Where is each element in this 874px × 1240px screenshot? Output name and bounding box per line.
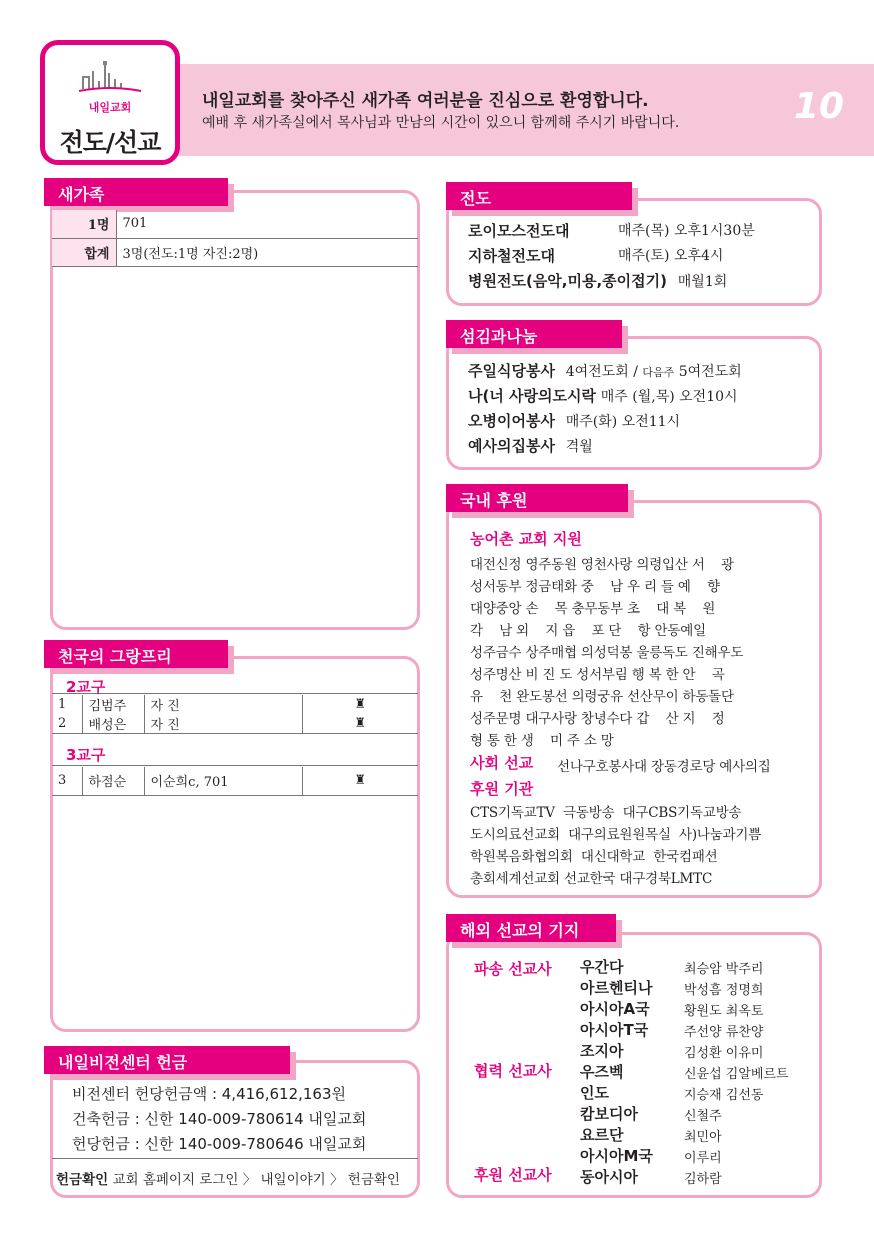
crown-icon: ♜ <box>302 767 418 795</box>
mission-country: 인도 <box>580 1084 609 1102</box>
row-by: 자 진 <box>144 695 302 714</box>
table-row <box>52 238 418 266</box>
item-name: 지하철전도대 <box>468 247 555 265</box>
mission-names: 박성흠 정명희 <box>684 983 764 998</box>
row-name: 배성은 <box>82 714 144 734</box>
table-row <box>52 210 418 238</box>
org-line: 학원복음화협의회 대신대학교 한국컴패션 <box>470 849 718 865</box>
row-value: 701 <box>116 210 418 238</box>
row-key: 합계 <box>52 238 116 266</box>
mission-country: 우간다 <box>580 958 624 976</box>
offering-tag: 내일비전센터 헌금 <box>44 1046 290 1074</box>
evangelism-item <box>468 245 555 266</box>
section-title: 전도/선교 <box>59 128 161 157</box>
new-family-table <box>52 210 418 267</box>
welcome-line-1: 내일교회를 찾아주신 새가족 여러분을 진심으로 환영합니다. <box>202 91 649 111</box>
rural-line: 유 천 완도봉선 의령궁유 선산무이 하동돌단 <box>470 689 734 705</box>
item-name: 병원전도(음악,미용,종이접기) <box>468 272 667 290</box>
evangelism-item <box>468 220 569 241</box>
church-logo-icon <box>75 59 145 97</box>
offering-line: 헌당헌금 : 신한 140-009-780646 내일교회 <box>72 1135 367 1153</box>
offering-line: 건축헌금 : 신한 140-009-780614 내일교회 <box>72 1110 367 1128</box>
partner-role: 협력 선교사 <box>474 1062 552 1080</box>
mission-names: 신윤섭 김알베르트 <box>684 1067 789 1082</box>
crown-icon: ♜ <box>302 714 418 734</box>
new-family-tag: 새가족 <box>44 178 228 206</box>
social-title: 사회 선교 <box>470 754 534 772</box>
rural-line: 대양중앙 손 목 충무동부 초 대 복 원 <box>470 601 716 617</box>
service-item <box>468 385 738 406</box>
row-key: 1명 <box>52 210 116 238</box>
rural-line: 성서동부 정금태화 중 남 우 리 들 예 향 <box>470 579 720 595</box>
row-no: 2 <box>52 714 82 734</box>
item-name: 로이모스전도대 <box>468 222 570 240</box>
offering-footer-text: 교회 홈페이지 로그인 〉 내일이야기 〉 헌금확인 <box>112 1172 400 1188</box>
table-row <box>52 714 418 734</box>
social-text: 선나구호봉사대 장동경로당 예사의집 <box>557 759 771 775</box>
next-week-label: 다음주 <box>642 366 675 379</box>
rural-line: 대전신정 영주동원 영천사랑 의령입산 서 광 <box>470 557 734 573</box>
row-by: 자 진 <box>144 714 302 734</box>
mission-names: 지승재 김선동 <box>684 1088 764 1103</box>
grand-prix-table-1 <box>52 695 418 734</box>
service-item <box>468 435 593 456</box>
domestic-tag: 국내 후원 <box>446 484 628 512</box>
item-time: 매주(목) 오후1시30분 <box>618 223 755 239</box>
grand-prix-table-2 <box>52 767 418 796</box>
mission-country: 우즈벡 <box>580 1063 624 1081</box>
item-name: 주일식당봉사 <box>468 362 555 380</box>
evangelism-time <box>618 220 755 240</box>
row-name: 하점순 <box>82 767 144 795</box>
group-title: 3교구 <box>52 742 418 766</box>
mission-country: 캄보디아 <box>580 1105 638 1123</box>
overseas-tag: 해외 선교의 기지 <box>446 914 616 942</box>
mission-country: 요르단 <box>580 1126 624 1144</box>
mission-country: 동아시아 <box>580 1168 638 1186</box>
item-time: 매주(화) 오전11시 <box>565 414 681 430</box>
rural-title: 농어촌 교회 지원 <box>470 530 582 548</box>
church-name: 내일교회 <box>88 101 132 114</box>
evangelism-item <box>468 270 727 291</box>
mission-names: 최민아 <box>684 1130 722 1145</box>
offering-footer <box>52 1158 418 1188</box>
mission-names: 주선양 류찬양 <box>684 1025 764 1040</box>
mission-names: 이루리 <box>684 1151 722 1166</box>
offering-footer-label: 헌금확인 <box>56 1172 109 1188</box>
table-row <box>52 695 418 714</box>
row-no: 1 <box>52 695 82 714</box>
rural-line: 각 남 외 지 읍 포 단 항 안동예일 <box>470 623 706 639</box>
item-time: 매주(토) 오후4시 <box>618 248 724 264</box>
item-time-part: 5여전도회 <box>674 364 742 380</box>
rural-line: 형 통 한 생 미 주 소 망 <box>470 733 614 749</box>
crown-icon: ♜ <box>354 697 367 712</box>
grand-prix-tag: 천국의 그랑프리 <box>44 640 228 668</box>
mission-names: 황원도 최옥토 <box>684 1004 764 1019</box>
row-by: 이순희c, 701 <box>144 767 302 795</box>
mission-names: 김성환 이유미 <box>684 1046 764 1061</box>
support-role: 후원 선교사 <box>474 1166 552 1184</box>
mission-names: 최승암 박주리 <box>684 962 764 977</box>
offering-line: 비전센터 헌당헌금액 : 4,416,612,163원 <box>72 1085 346 1103</box>
church-logo-box <box>40 40 180 165</box>
item-name: 오병이어봉사 <box>468 412 555 430</box>
evangelism-time <box>618 245 723 265</box>
table-row <box>52 767 418 795</box>
service-item <box>468 360 742 381</box>
mission-names: 김하람 <box>684 1172 722 1187</box>
service-tag: 섬김과나눔 <box>446 320 622 348</box>
row-value: 3명(전도:1명 자진:2명) <box>116 238 418 266</box>
page-number: 10 <box>793 86 844 127</box>
row-no: 3 <box>52 767 82 795</box>
item-time: 매월1회 <box>677 274 728 290</box>
mission-country: 조지아 <box>580 1042 624 1060</box>
item-time: 매주 (월,목) 오전10시 <box>600 389 738 405</box>
item-time-part: 4여전도회 / <box>565 364 643 380</box>
item-time <box>566 364 742 380</box>
welcome-line-2: 예배 후 새가족실에서 목사님과 만남의 시간이 있으니 함께해 주시기 바랍니다. <box>202 115 680 131</box>
org-line: 도시의료선교회 대구의료원원목실 사)나눔과기쁨 <box>470 827 762 843</box>
rural-line: 성주명산 비 진 도 성서부림 행 복 한 안 곡 <box>470 667 725 683</box>
item-name: 예사의집봉사 <box>468 437 555 455</box>
mission-country: 아시아A국 <box>580 1000 650 1018</box>
mission-country: 아시아M국 <box>580 1147 653 1165</box>
service-item <box>468 410 680 431</box>
org-title: 후원 기관 <box>470 780 534 798</box>
row-name: 김범주 <box>82 695 144 714</box>
group-title: 2교구 <box>52 676 418 694</box>
evangelism-tag: 전도 <box>446 182 632 210</box>
item-time: 격월 <box>565 439 593 455</box>
item-name: 나(너 사랑의도시락 <box>468 387 596 405</box>
mission-names: 신철주 <box>684 1109 722 1124</box>
rural-line: 성주금수 상주매협 의성덕봉 울릉독도 진해우도 <box>470 645 744 661</box>
mission-country: 아르헨티나 <box>580 979 653 997</box>
mission-country: 아시아T국 <box>580 1021 649 1039</box>
org-line: 총회세계선교회 선교한국 대구경북LMTC <box>470 871 713 887</box>
dispatch-role: 파송 선교사 <box>474 960 552 978</box>
org-line: CTS기독교TV 극동방송 대구CBS기독교방송 <box>470 805 742 821</box>
rural-line: 성주문명 대구사랑 창녕수다 갑 산 지 정 <box>470 711 725 727</box>
